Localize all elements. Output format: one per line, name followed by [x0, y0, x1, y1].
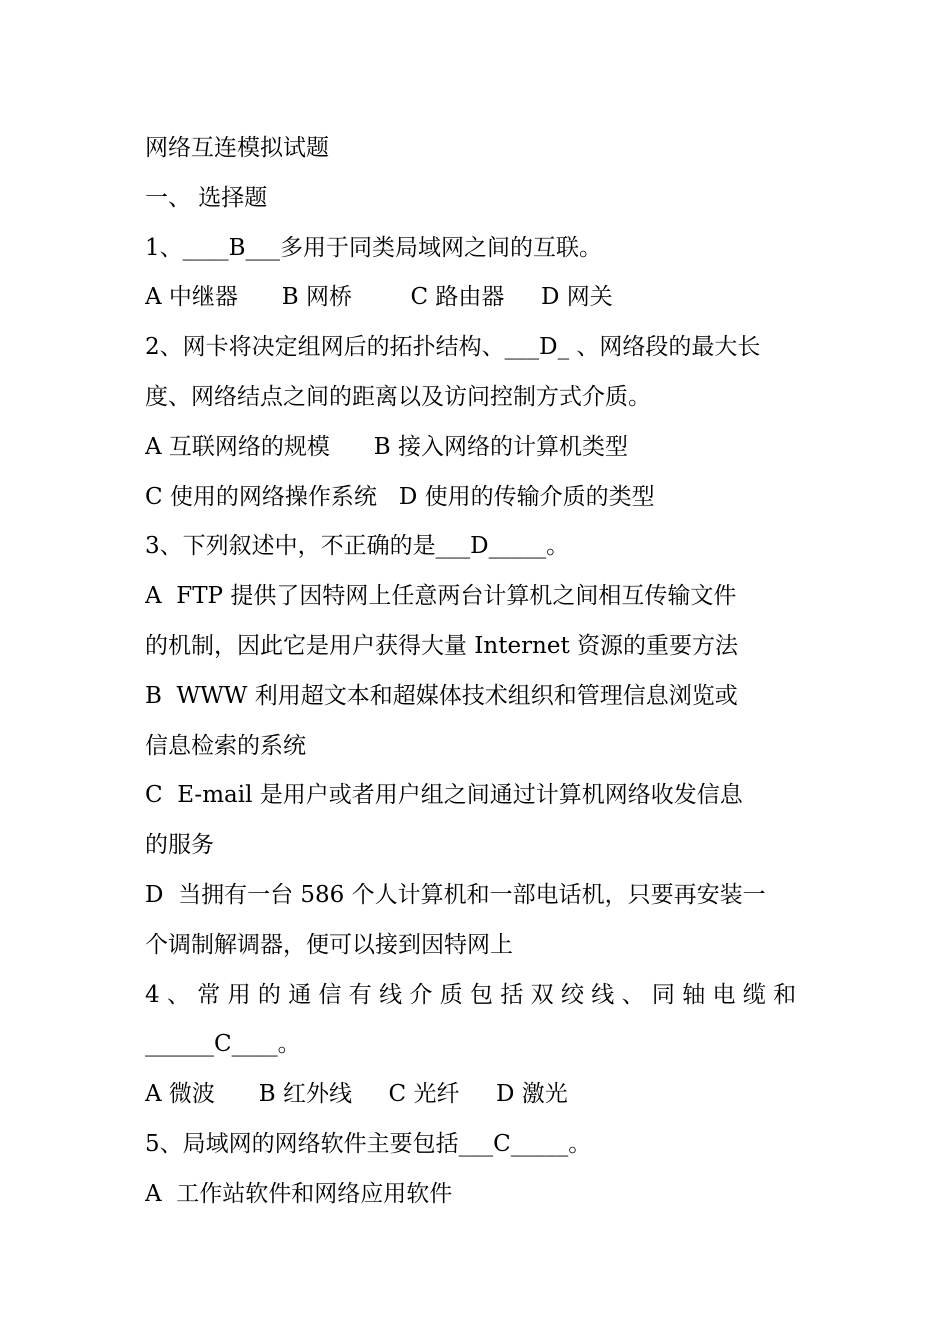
question-2-options-ab: A 互联网络的规模 B 接入网络的计算机类型	[145, 433, 628, 460]
question-4: 4 、 常 用 的 通 信 有 线 介 质 包 括 双 绞 线 、 同 轴 电 缆 和	[145, 981, 797, 1008]
document-title: 网络互连模拟试题	[145, 135, 329, 161]
question-1-options: A 中继器 B 网桥 C 路由器 D 网关	[145, 284, 613, 311]
question-1: 1、____B___多用于同类局域网之间的互联。	[145, 234, 603, 261]
question-2: 2、网卡将决定组网后的拓扑结构、___D_ 、网络段的最大长	[145, 334, 761, 361]
question-3-option-d: D 当拥有一台 586 个人计算机和一部电话机，只要再安装一	[145, 881, 766, 908]
question-3-option-a-continued: 的机制，因此它是用户获得大量 Internet 资源的重要方法	[145, 632, 739, 659]
question-4-options: A 微波 B 红外线 C 光纤 D 激光	[145, 1081, 568, 1108]
question-3-option-a: A FTP 提供了因特网上任意两台计算机之间相互传输文件	[145, 583, 737, 610]
document-page	[145, 124, 807, 1220]
question-2-options-cd: C 使用的网络操作系统 D 使用的传输介质的类型	[145, 483, 655, 510]
question-3-option-b: B WWW 利用超文本和超媒体技术组织和管理信息浏览或	[145, 682, 738, 709]
question-2-continued: 度、网络结点之间的距离以及访问控制方式介质。	[145, 383, 651, 410]
question-5: 5、局域网的网络软件主要包括___C_____。	[145, 1130, 592, 1157]
section-heading: 一、 选择题	[145, 184, 268, 211]
question-3-option-d-continued: 个调制解调器，便可以接到因特网上	[145, 931, 513, 958]
question-5-option-a: A 工作站软件和网络应用软件	[145, 1180, 453, 1207]
question-4-continued: ______C____。	[145, 1031, 301, 1058]
question-3-option-c: C E-mail 是用户或者用户组之间通过计算机网络收发信息	[145, 782, 743, 809]
question-3-option-c-continued: 的服务	[145, 832, 214, 859]
question-3: 3、下列叙述中，不正确的是___D_____。	[145, 533, 570, 560]
question-3-option-b-continued: 信息检索的系统	[145, 732, 306, 759]
